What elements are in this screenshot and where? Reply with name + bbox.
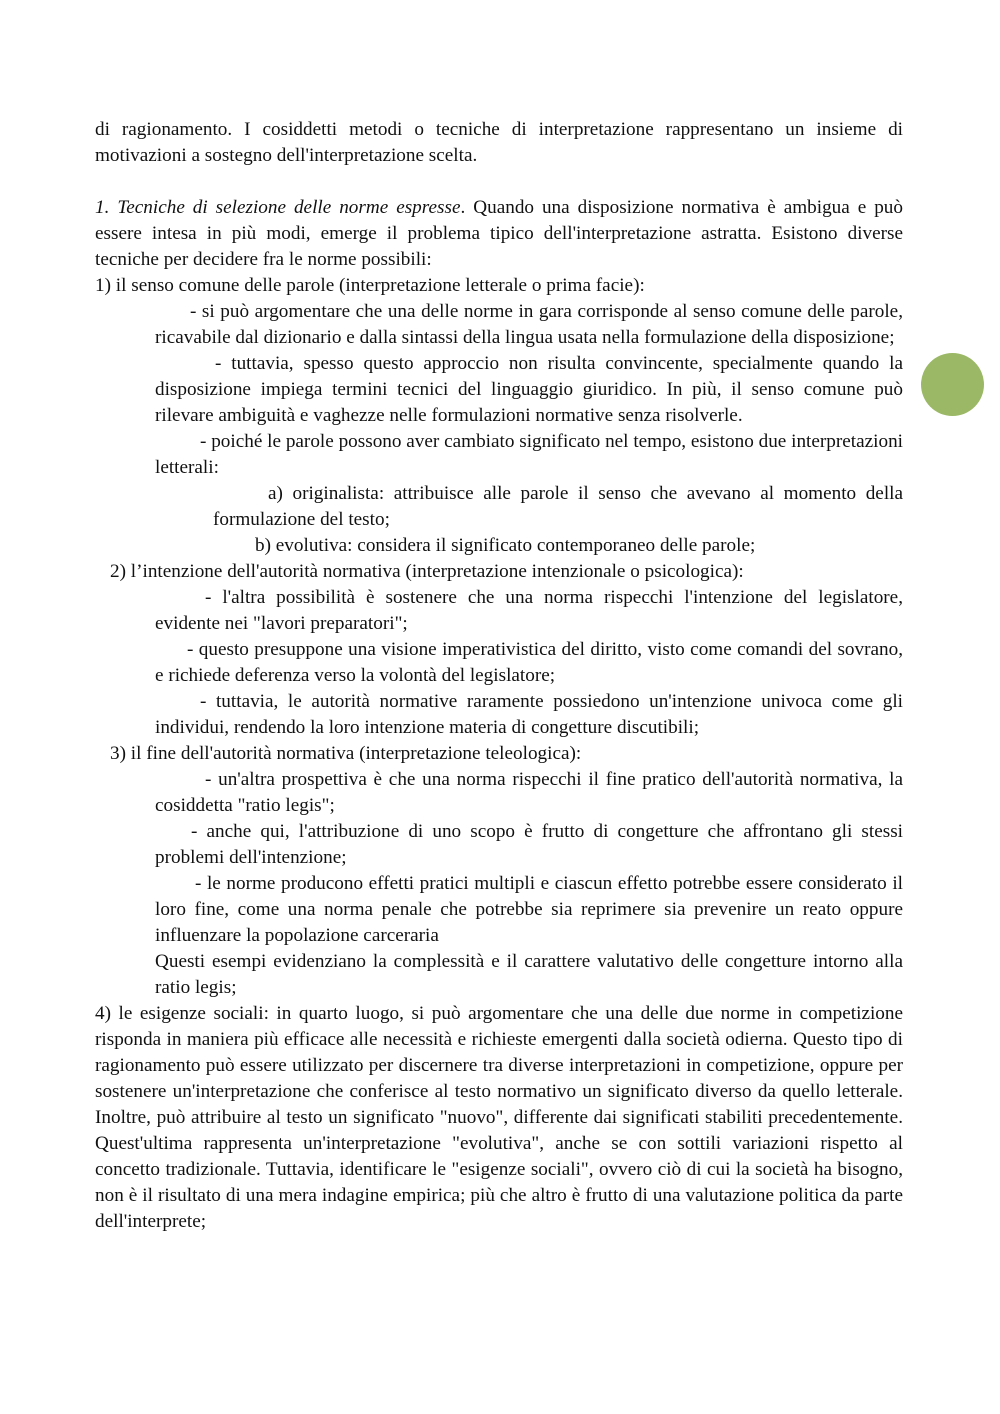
technique-3-point-b: - anche qui, l'attribuzione di uno scopo è frutto di congetture che affrontano gli stessi problemi dell'intenzione;	[155, 821, 903, 868]
green-circle-marker	[921, 353, 984, 416]
intro-paragraph: di ragionamento. I cosiddetti metodi o tecniche di interpretazione rappresentano un insieme di motivazioni a sostegno dell'interpretazione scelta.	[95, 119, 903, 166]
section-1-paragraph	[95, 195, 903, 273]
document-body	[95, 117, 903, 1235]
technique-3-point-c: - le norme producono effetti pratici multipli e ciascun effetto potrebbe essere considerato il loro fine, come una norma penale che potrebbe sia reprimere sia prevenire un reato oppure influenzare la popolazione carceraria	[155, 873, 903, 946]
technique-3-point-a: - un'altra prospettiva è che una norma rispecchi il fine pratico dell'autorità normativa, la cosiddetta "ratio legis";	[155, 769, 903, 816]
literal-evolutive: b) evolutiva: considera il significato contemporaneo delle parole;	[255, 535, 756, 556]
technique-1-point-b: - tuttavia, spesso questo approccio non risulta convincente, specialmente quando la disposizione impiega termini tecnici del linguaggio giuridico. In più, il senso comune può rilevare ambiguità e vaghezze nelle formulazioni normative senza risolverle.	[155, 353, 903, 426]
technique-2-point-c: - tuttavia, le autorità normative raramente possiedono un'intenzione univoca come gli individui, rendendo la loro intenzione materia di congetture discutibili;	[155, 691, 903, 738]
technique-3-heading: 3) il fine dell'autorità normativa (interpretazione teleologica):	[110, 743, 582, 764]
technique-2-point-a: - l'altra possibilità è sostenere che una norma rispecchi l'intenzione del legislatore, evidente nei "lavori preparatori";	[155, 587, 903, 634]
technique-1-point-c: - poiché le parole possono aver cambiato significato nel tempo, esistono due interpretazioni letterali:	[155, 431, 903, 478]
section-1-heading: 1. Tecniche di selezione delle norme espresse	[95, 197, 461, 218]
technique-2-heading: 2) l’intenzione dell'autorità normativa (interpretazione intenzionale o psicologica):	[110, 561, 744, 582]
literal-originalist: a) originalista: attribuisce alle parole il senso che avevano al momento della formulazione del testo;	[213, 483, 903, 530]
paragraph-gap	[95, 169, 903, 195]
technique-1-point-a: - si può argomentare che una delle norme in gara corrisponde al senso comune delle parole, ricavabile dal dizionario e dalla sintassi della lingua usata nella formulazione della disposizione;	[155, 301, 903, 348]
technique-1-heading: 1) il senso comune delle parole (interpretazione letterale o prima facie):	[95, 275, 645, 296]
section-1-text: . Quando una disposizione normativa è ambigua e può essere intesa in più modi, emerge il problema tipico dell'interpretazione astratta. Esistono diverse tecniche per decidere fra le norme possibili:	[95, 197, 903, 270]
technique-2-point-b: - questo presuppone una visione imperativistica del diritto, visto come comandi del sovrano, e richiede deferenza verso la volontà del legislatore;	[155, 639, 903, 686]
technique-4-paragraph: 4) le esigenze sociali: in quarto luogo, si può argomentare che una delle due norme in competizione risponda in maniera più efficace alle necessità e richieste emergenti dalla società odierna. Questo tipo di ragionamento può essere utilizzato per discernere tra diverse interpretazioni in competizione, oppure per sostenere un'interpretazione che conferisce al testo normativo un significato diverso da quello letterale. Inoltre, può attribuire al testo un significato "nuovo", differente dai significati stabiliti precedentemente. Quest'ultima rappresenta un'interpretazione "evolutiva", anche se con sottili variazioni rispetto al concetto tradizionale. Tuttavia, identificare le "esigenze sociali", ovvero ciò di cui la società ha bisogno, non è il risultato di una mera indagine empirica; più che altro è frutto di una valutazione politica da parte dell'interprete;	[95, 1003, 903, 1232]
technique-3-note: Questi esempi evidenziano la complessità e il carattere valutativo delle congetture intorno alla ratio legis;	[155, 951, 903, 998]
